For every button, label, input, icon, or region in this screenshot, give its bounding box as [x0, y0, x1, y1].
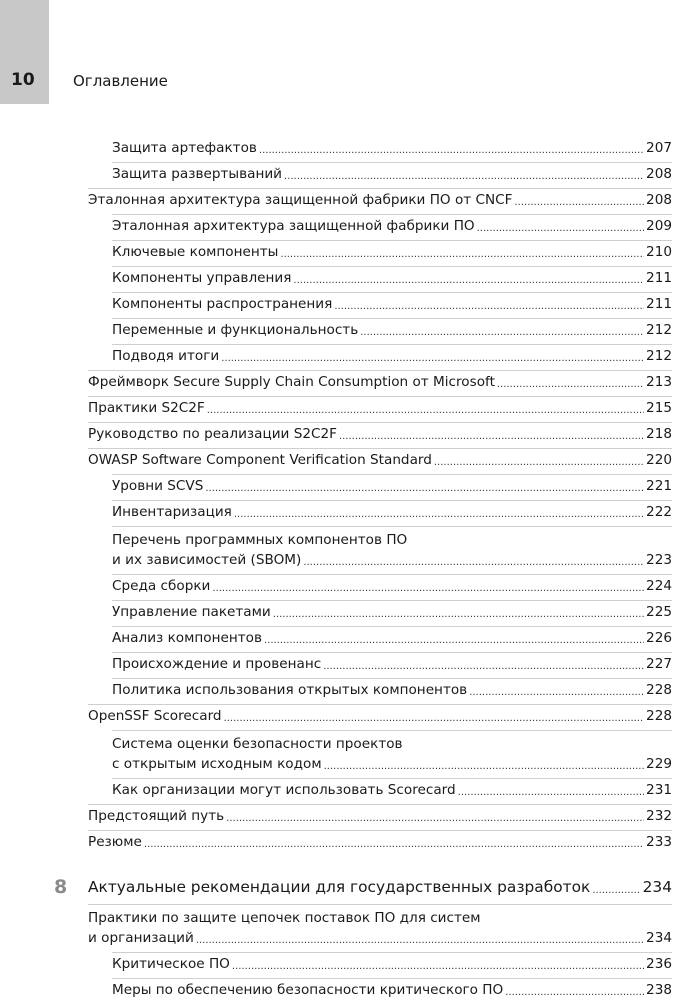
page-ref: 213 [646, 374, 672, 390]
toc-entry-s2c2f-practices[interactable]: Практики S2C2F ..... 215 [88, 400, 672, 416]
chapter-number: 8 [54, 876, 68, 898]
page-ref: 220 [646, 452, 672, 468]
toc-entry-sbom[interactable]: и их зависимостей (SBOM) ..... 223 [112, 552, 672, 568]
page-ref: 210 [646, 244, 672, 260]
toc-entry-using-scorecard[interactable]: Как организации могут использовать Scorecard ..... 231 [112, 782, 672, 798]
page-ref: 209 [646, 218, 672, 234]
divider [112, 778, 672, 779]
page-ref: 232 [646, 808, 672, 824]
divider [112, 292, 672, 293]
divider [112, 344, 672, 345]
divider [112, 952, 672, 953]
toc-entry-build-environment[interactable]: Среда сборки ..... 224 [112, 578, 672, 594]
toc-entry-security-scoring-line1[interactable]: Система оценки безопасности проектов [112, 736, 403, 752]
divider [88, 188, 672, 189]
toc-entry-critical-software[interactable]: Критическое ПО ..... 236 [112, 956, 672, 972]
toc-entry-scvs-levels[interactable]: Уровни SCVS ..... 221 [112, 478, 672, 494]
page-ref: 228 [646, 682, 672, 698]
page-ref: 211 [646, 296, 672, 312]
page-ref: 233 [646, 834, 672, 850]
divider [112, 500, 672, 501]
page-ref: 236 [646, 956, 672, 972]
running-title: Оглавление [73, 72, 168, 90]
page-ref: 238 [646, 982, 672, 998]
divider [88, 448, 672, 449]
toc-entry-inventory[interactable]: Инвентаризация ..... 222 [112, 504, 672, 520]
toc-entry-microsoft-s2c2f[interactable]: Фреймворк Secure Supply Chain Consumption от Microsoft ..... 213 [88, 374, 672, 390]
divider [112, 600, 672, 601]
toc-entry-variables-functionality[interactable]: Переменные и функциональность ..... 212 [112, 322, 672, 338]
divider [88, 396, 672, 397]
divider [112, 266, 672, 267]
toc-entry-package-management[interactable]: Управление пакетами ..... 225 [112, 604, 672, 620]
divider [112, 978, 672, 979]
toc-entry-reference-architecture[interactable]: Эталонная архитектура защищенной фабрики ПО ..... 209 [112, 218, 672, 234]
toc-entry-component-analysis[interactable]: Анализ компонентов ..... 226 [112, 630, 672, 646]
page-ref: 223 [646, 552, 672, 568]
toc-entry-sbom-line1[interactable]: Перечень программных компонентов ПО [112, 532, 408, 548]
toc-entry-protect-deployments[interactable]: Защита развертываний ..... 208 [112, 166, 672, 182]
toc-entry-s2c2f-guide[interactable]: Руководство по реализации S2C2F ..... 218 [88, 426, 672, 442]
divider [112, 526, 672, 527]
toc-entry-open-component-policy[interactable]: Политика использования открытых компонентов ..... 228 [112, 682, 672, 698]
toc-entry-path-ahead[interactable]: Предстоящий путь ..... 232 [88, 808, 672, 824]
page-ref: 225 [646, 604, 672, 620]
toc-entry-protect-artifacts[interactable]: Защита артефактов ..... 207 [112, 140, 672, 156]
page-ref: 215 [646, 400, 672, 416]
toc-entry-security-scoring[interactable]: с открытым исходным кодом ..... 229 [112, 756, 672, 772]
divider [112, 730, 672, 731]
toc-entry-owasp-scvs[interactable]: OWASP Software Component Verification Standard ..... 220 [88, 452, 672, 468]
page-ref: 234 [642, 878, 672, 896]
toc-entry-supply-chain-practices[interactable]: и организаций ..... 234 [88, 930, 672, 946]
toc-entry-summing-up[interactable]: Подводя итоги ..... 212 [112, 348, 672, 364]
page-ref: 227 [646, 656, 672, 672]
page-ref: 212 [646, 348, 672, 364]
page-ref: 231 [646, 782, 672, 798]
divider [88, 422, 672, 423]
divider [112, 318, 672, 319]
page-ref: 224 [646, 578, 672, 594]
divider [112, 574, 672, 575]
toc-entry-critical-software-security[interactable]: Меры по обеспечению безопасности критического ПО ..... 238 [112, 982, 672, 998]
toc-entry-provenance[interactable]: Происхождение и провенанс ..... 227 [112, 656, 672, 672]
toc-entry-management-components[interactable]: Компоненты управления ..... 211 [112, 270, 672, 286]
page-ref: 228 [646, 708, 672, 724]
page-ref: 222 [646, 504, 672, 520]
divider [112, 162, 672, 163]
page-ref: 208 [646, 192, 672, 208]
toc-entry-supply-chain-practices-line1[interactable]: Практики по защите цепочек поставок ПО для систем [88, 910, 481, 926]
divider [112, 214, 672, 215]
page-ref: 226 [646, 630, 672, 646]
page-ref: 221 [646, 478, 672, 494]
toc-entry-summary[interactable]: Резюме ..... 233 [88, 834, 672, 850]
divider [88, 904, 672, 905]
divider [112, 474, 672, 475]
divider [88, 704, 672, 705]
divider [112, 626, 672, 627]
divider [112, 652, 672, 653]
divider [112, 240, 672, 241]
toc-entry-chapter-8[interactable]: Актуальные рекомендации для государственных разработок ..... 234 [88, 878, 672, 896]
page-ref: 207 [646, 140, 672, 156]
page-ref: 234 [646, 930, 672, 946]
page-ref: 211 [646, 270, 672, 286]
divider [88, 830, 672, 831]
toc-entry-key-components[interactable]: Ключевые компоненты ..... 210 [112, 244, 672, 260]
toc-entry-openssf-scorecard[interactable]: OpenSSF Scorecard ..... 228 [88, 708, 672, 724]
toc-entry-cncf-reference-architecture[interactable]: Эталонная архитектура защищенной фабрики ПО от CNCF ..... 208 [88, 192, 672, 208]
toc-entry-distribution-components[interactable]: Компоненты распространения ..... 211 [112, 296, 672, 312]
page-number: 10 [11, 70, 35, 90]
divider [88, 804, 672, 805]
page-ref: 229 [646, 756, 672, 772]
divider [112, 678, 672, 679]
page-ref: 208 [646, 166, 672, 182]
page-ref: 212 [646, 322, 672, 338]
divider [88, 370, 672, 371]
page-ref: 218 [646, 426, 672, 442]
